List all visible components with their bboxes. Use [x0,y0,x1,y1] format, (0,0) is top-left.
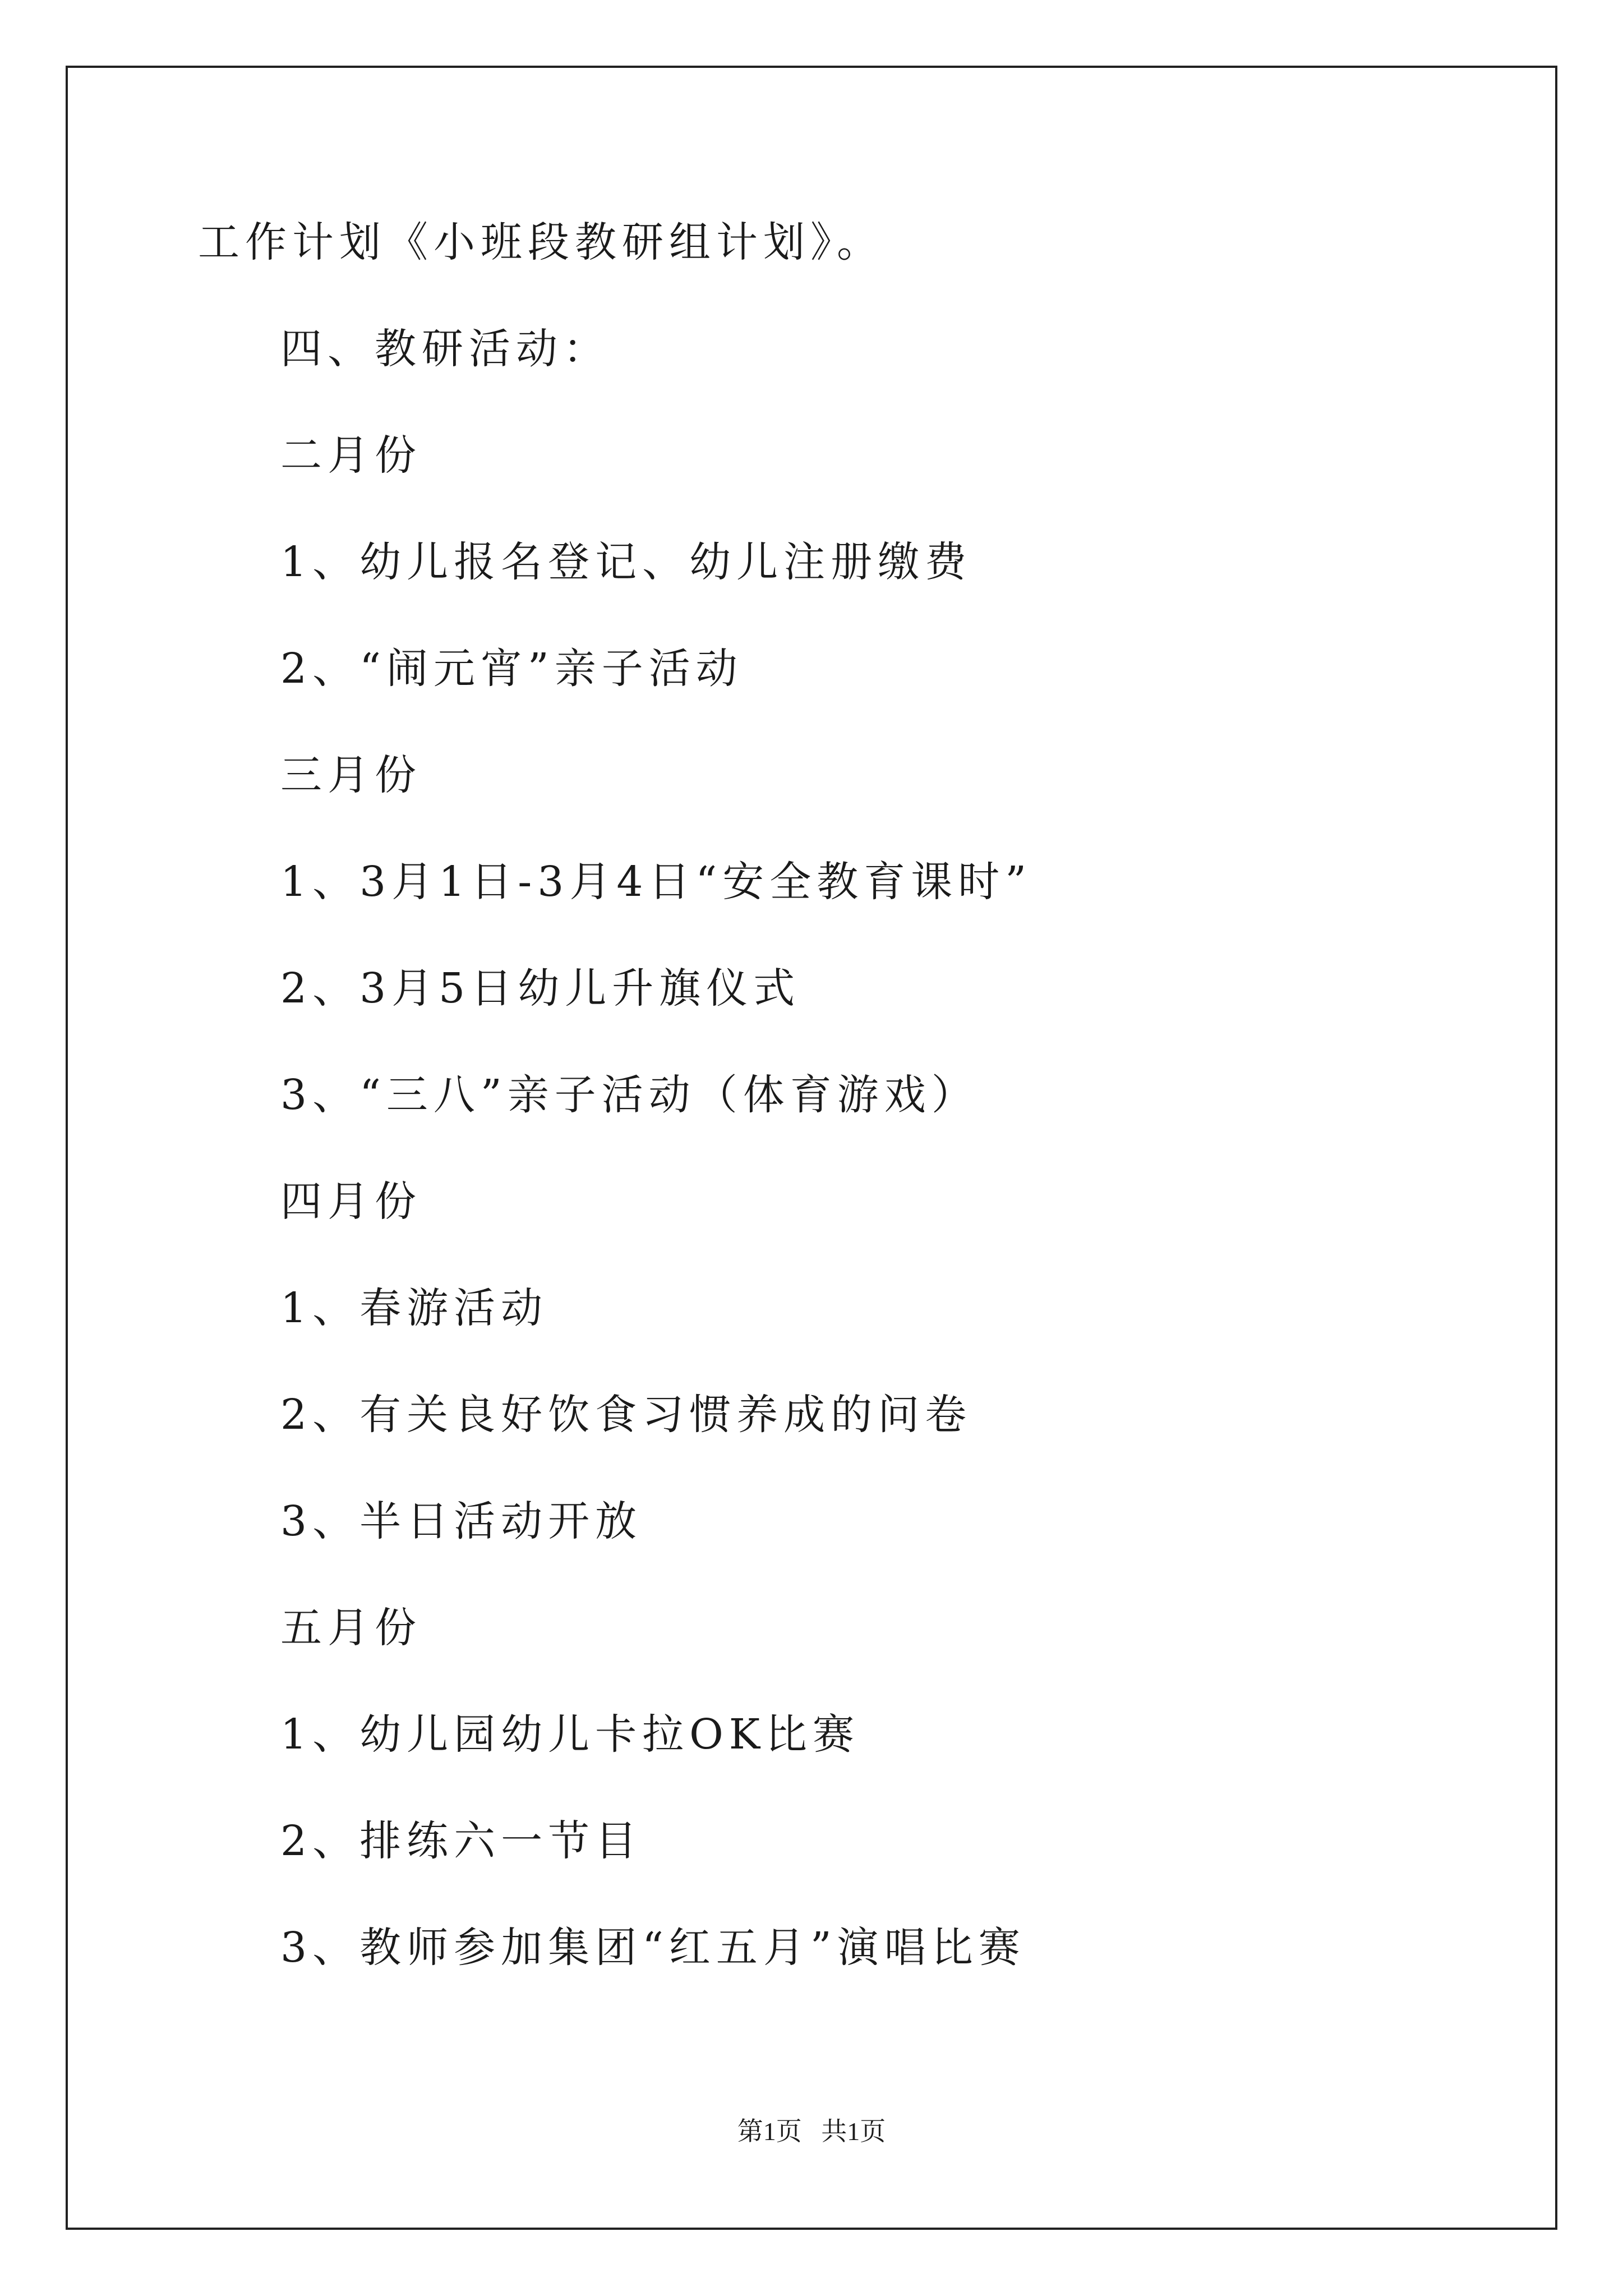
month-heading-may: 五月份 [280,1604,422,1652]
list-item: 3、半日活动开放 [280,1497,643,1545]
list-item: 1、幼儿报名登记、幼儿注册缴费 [280,538,972,586]
section-heading-research-activities: 四、教研活动： [280,325,610,373]
list-item: 3、教师参加集团“红五月”演唱比赛 [280,1924,1026,1972]
list-item: 3、“三八”亲子活动（体育游戏） [280,1071,979,1119]
document-line-intro: 工作计划《小班段教研组计划》。 [198,218,884,266]
list-item: 1、3月1日-3月4日“安全教育课时” [280,858,1032,906]
list-item: 1、幼儿园幼儿卡拉OK比赛 [280,1710,860,1759]
list-item: 2、3月5日幼儿升旗仪式 [280,964,801,1013]
list-item: 2、“闹元宵”亲子活动 [280,645,743,693]
list-item: 1、春游活动 [280,1284,548,1332]
month-heading-february: 二月份 [280,431,422,480]
list-item: 2、有关良好饮食习惯养成的问卷 [280,1391,972,1439]
month-heading-april: 四月份 [280,1177,422,1226]
document-body [198,218,1488,2033]
page-number-footer: 第1页 共1页 [737,2117,886,2146]
month-heading-march: 三月份 [280,751,422,799]
list-item: 2、排练六一节目 [280,1817,643,1865]
